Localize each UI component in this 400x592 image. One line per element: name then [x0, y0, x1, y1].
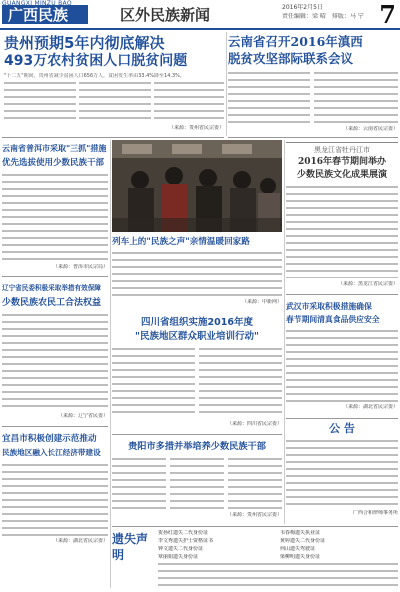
train-photo — [112, 140, 282, 232]
column-rule — [110, 140, 111, 588]
article-guiyang-text — [228, 458, 282, 510]
article-yunnan-text — [228, 72, 310, 124]
article-guiyang — [112, 438, 282, 522]
lost-entry: 钟文遗失二代身份证 — [158, 546, 204, 552]
headline-sichuan-1: 四川省组织实施2016年度 — [141, 317, 253, 328]
headline-yunnan-cadres-1: 云南省普洱市采取"三抓"措施 — [2, 144, 107, 153]
article-heilongjiang-source: （来源：黑龙江省民宗委） — [337, 281, 398, 287]
photo-feature — [112, 140, 282, 310]
heilongjiang-kicker: 黑龙江省牡丹江市 — [314, 146, 370, 154]
photo-caption-text — [112, 252, 282, 296]
lost-notices-text — [158, 563, 398, 587]
article-yunnan-cadres-source: （来源：普洱市民宗局） — [52, 264, 108, 270]
masthead — [0, 0, 400, 30]
article-hubei-wuhan — [286, 298, 398, 416]
notice-box — [286, 422, 398, 524]
headline-yunnan-2: 脱贫攻坚部际联系会议 — [228, 51, 354, 66]
headline-sichuan-2: "民族地区群众职业培训行动" — [135, 331, 259, 342]
editors-line: 责任编辑：梁 晴 排版：马 宁 — [282, 13, 364, 20]
divider — [2, 137, 224, 138]
notice-signature: 广西合和律师事务所 — [352, 510, 398, 516]
photo-source: （来源：中新网） — [241, 299, 282, 305]
headline-guizhou-1: 贵州预期5年内彻底解决 — [4, 34, 165, 52]
headline-guiyang: 贵阳市多措并举培养少数民族干部 — [128, 441, 266, 452]
issue-date: 2016年2月5日 — [282, 4, 323, 11]
divider — [228, 137, 398, 138]
article-guizhou-text — [4, 82, 76, 124]
headline-liaoning-2: 少数民族农民工合法权益 — [2, 298, 102, 308]
divider — [286, 418, 398, 419]
page-section-title: 区外民族新闻 — [120, 6, 211, 24]
article-sichuan-text — [199, 348, 282, 418]
headline-guizhou-2: 493万农村贫困人口脱贫问题 — [4, 53, 188, 69]
lost-entry: 李文秀遗失护士资格证书 — [158, 538, 214, 544]
article-yunnan — [228, 32, 398, 136]
divider — [2, 276, 108, 277]
train-photo-illustration — [112, 140, 282, 232]
lost-entry: 韦春梅遗失执业证 — [280, 530, 321, 536]
headline-heilongjiang-2: 少数民族文化成果展演 — [296, 170, 387, 180]
article-guiyang-source: （来源：贵州省民宗委） — [226, 512, 282, 518]
headline-yunnan-1: 云南省召开2016年滇西 — [228, 34, 363, 49]
lost-entry: 梁柳明遗失身份证 — [280, 554, 321, 560]
article-sichuan-source: （来源：四川省民宗委） — [226, 421, 282, 427]
headline-liaoning-1: 辽宁省民委积极采取举措有效保障 — [2, 284, 101, 292]
lost-entry: 何山遗失驾驶证 — [280, 546, 316, 552]
headline-yunnan-cadres-2: 优先选拔使用少数民族干部 — [2, 158, 105, 168]
newspaper-logo: 广西民族 — [2, 5, 88, 24]
notice-text — [286, 440, 398, 506]
article-yichang-source: （来源：湖北省民宗委） — [52, 538, 108, 544]
article-yichang — [2, 430, 108, 550]
article-guiyang-text — [112, 458, 166, 510]
lost-entry: 覃丽娟遗失身份证 — [158, 554, 199, 560]
article-liaoning-source: （来源：辽宁省民委） — [57, 413, 108, 419]
article-yunnan-cadres-text — [2, 174, 108, 260]
article-yunnan-source: （来源：云南省民宗委） — [342, 126, 398, 132]
article-heilongjiang — [286, 140, 398, 292]
article-yunnan-cadres — [2, 140, 108, 274]
photo-caption: 列车上的"民族之声"亲情温暖回家路 — [112, 237, 250, 247]
article-yichang-text — [2, 464, 108, 536]
article-guiyang-text — [170, 458, 224, 510]
article-yunnan-text — [314, 72, 398, 124]
article-liaoning — [2, 280, 108, 424]
article-guizhou — [2, 32, 224, 136]
headline-wuhan-2: 春节期间清真食品供应安全 — [286, 315, 380, 324]
article-guizhou-text — [79, 82, 151, 124]
heilongjiang-top-rule — [286, 142, 398, 143]
headline-wuhan-1: 武汉市采取积极措施确保 — [286, 302, 372, 311]
article-guizhou-lead: "十二五"期间，贵州省减少贫困人口656万人，贫困发生率由33.4%降至14.3%。 — [4, 73, 185, 79]
lost-entry: 贺孙红遗失二代身份证 — [158, 530, 209, 536]
lost-entry: 黄婷遗失二代身份证 — [280, 538, 326, 544]
headline-yichang-2: 民族地区融入长江经济带建设 — [2, 448, 101, 457]
divider — [2, 426, 108, 427]
page-number: 7 — [379, 0, 396, 28]
article-sichuan-text — [112, 348, 195, 418]
article-sichuan — [112, 314, 282, 432]
article-heilongjiang-text — [286, 186, 398, 278]
column-rule — [226, 32, 227, 136]
article-guizhou-source: （来源：贵州省民宗委） — [168, 125, 224, 131]
headline-heilongjiang-1: 2016年春节期间举办 — [297, 157, 387, 167]
article-wuhan-source: （来源：湖北省民宗委） — [342, 404, 398, 410]
notice-title: 公 告 — [329, 422, 355, 435]
divider — [286, 294, 398, 295]
headline-yichang-1: 宜昌市积极创建示范推动 — [2, 434, 97, 444]
article-wuhan-text — [286, 330, 398, 402]
article-guizhou-text — [154, 82, 224, 124]
masthead-rule — [0, 28, 400, 30]
column-rule — [284, 140, 285, 524]
newspaper-logo-subtitle: GUANGXI MINZU BAO — [2, 0, 72, 7]
article-liaoning-text — [2, 314, 108, 410]
lost-notices — [112, 526, 398, 590]
divider — [112, 434, 282, 435]
lost-notices-title: 遗失声明 — [112, 532, 149, 562]
lost-notices-list — [158, 530, 398, 588]
